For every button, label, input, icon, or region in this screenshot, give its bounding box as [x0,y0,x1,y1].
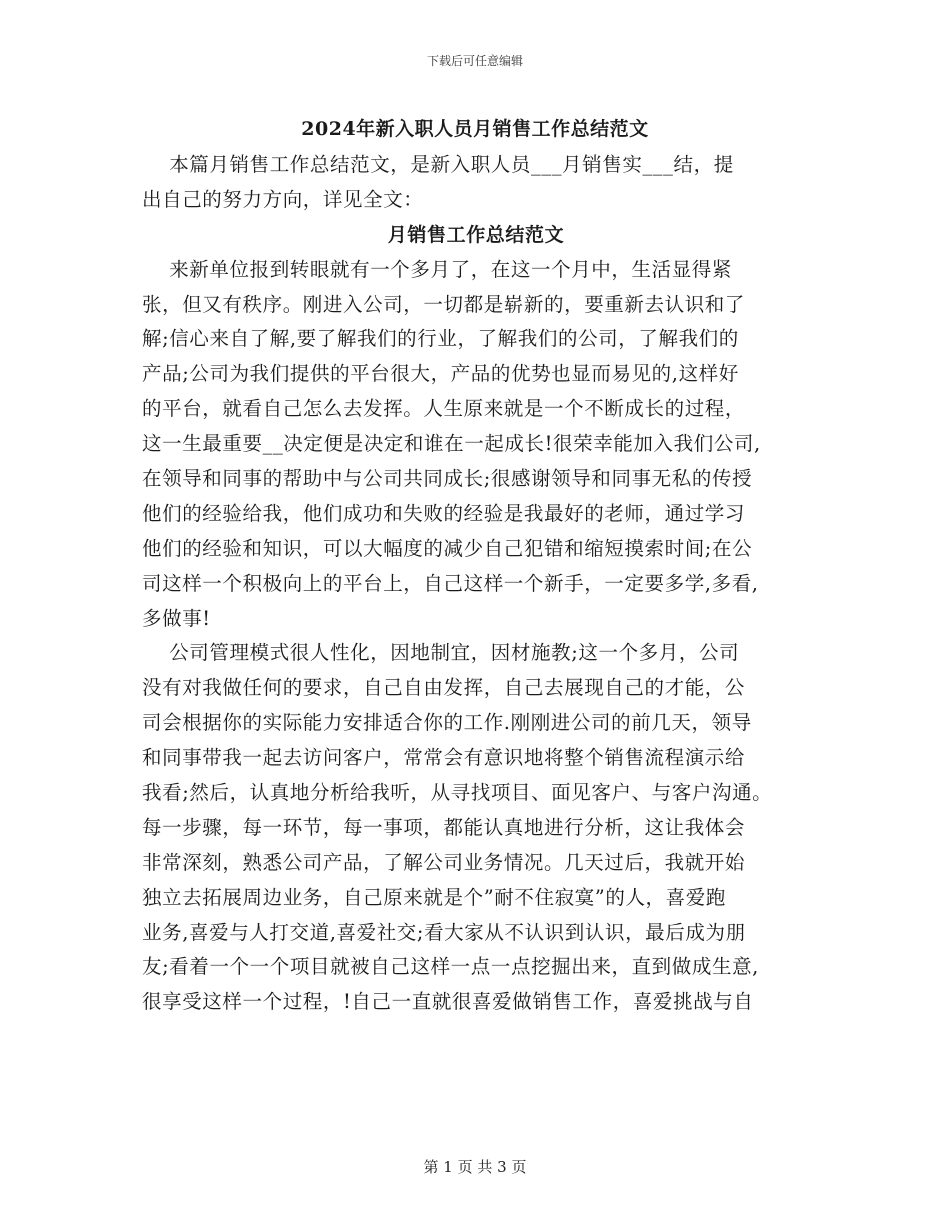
body-line: 业务,喜爱与人打交道,喜爱社交;看大家从不认识到认识，最后成为朋 [142,920,746,944]
body-line: 他们的经验给我，他们成功和失败的经验是我最好的老师，通过学习 [142,501,746,525]
body-line: 来新单位报到转眼就有一个多月了，在这一个月中，生活显得紧 [142,257,732,281]
body-line: 他们的经验和知识，可以大幅度的减少自己犯错和缩短摸索时间;在公 [142,536,753,560]
body-line: 多做事! [142,606,211,630]
document-title: 2024年新入职人员月销售工作总结范文 [301,118,649,140]
body-line: 司会根据你的实际能力安排适合你的工作.刚刚进公司的前几天，领导 [142,711,752,735]
body-line: 很享受这样一个过程，!自己一直就很喜爱做销售工作，喜爱挑战与自 [142,990,754,1014]
body-line: 司这样一个积极向上的平台上，自己这样一个新手，一定要多学,多看, [142,571,759,595]
body-line: 公司管理模式很人性化，因地制宜，因材施教;这一个多月，公司 [142,641,740,665]
body-line: 独立去拓展周边业务，自己原来就是个”耐不住寂寞”的人，喜爱跑 [142,885,726,909]
body-line: 非常深刻，熟悉公司产品，了解公司业务情况。几天过后，我就开始 [142,850,746,874]
body-line: 的平台，就看自己怎么去发挥。人生原来就是一个不断成长的过程， [142,397,746,421]
body-line: 产品;公司为我们提供的平台很大，产品的优势也显而易见的,这样好 [142,362,739,386]
page-footer: 第 1 页 共 3 页 [423,1158,527,1176]
document-body [142,148,810,1020]
body-line: 我看;然后，认真地分析给我听，从寻找项目、面见客户、与客户沟通。 [142,781,773,805]
body-line: 在领导和同事的帮助中与公司共同成长;很感谢领导和同事无私的传授 [142,467,753,491]
body-line: 没有对我做任何的要求，自己自由发挥，自己去展现自己的才能，公 [142,676,746,700]
body-line: 出自己的努力方向，详见全文： [142,187,424,211]
body-line: 和同事带我一起去访问客户，常常会有意识地将整个销售流程演示给 [142,746,746,770]
body-line: 本篇月销售工作总结范文，是新入职人员___月销售实___结，提 [142,153,734,176]
page-header: 下载后可任意编辑 [426,54,523,68]
body-line: 解;信心来自了解,要了解我们的行业，了解我们的公司，了解我们的 [142,327,739,351]
body-line: 友;看着一个一个项目就被自己这样一点一点挖掘出来，直到做成生意, [142,955,759,979]
body-line: 每一步骤，每一环节，每一事项，都能认真地进行分析，这让我体会 [142,815,746,839]
body-line: 这一生最重要__决定便是决定和谁在一起成长!很荣幸能加入我们公司, [142,432,761,456]
body-line: 张，但又有秩序。刚进入公司，一切都是崭新的，要重新去认识和了 [142,292,746,316]
section-title: 月销售工作总结范文 [387,223,565,246]
